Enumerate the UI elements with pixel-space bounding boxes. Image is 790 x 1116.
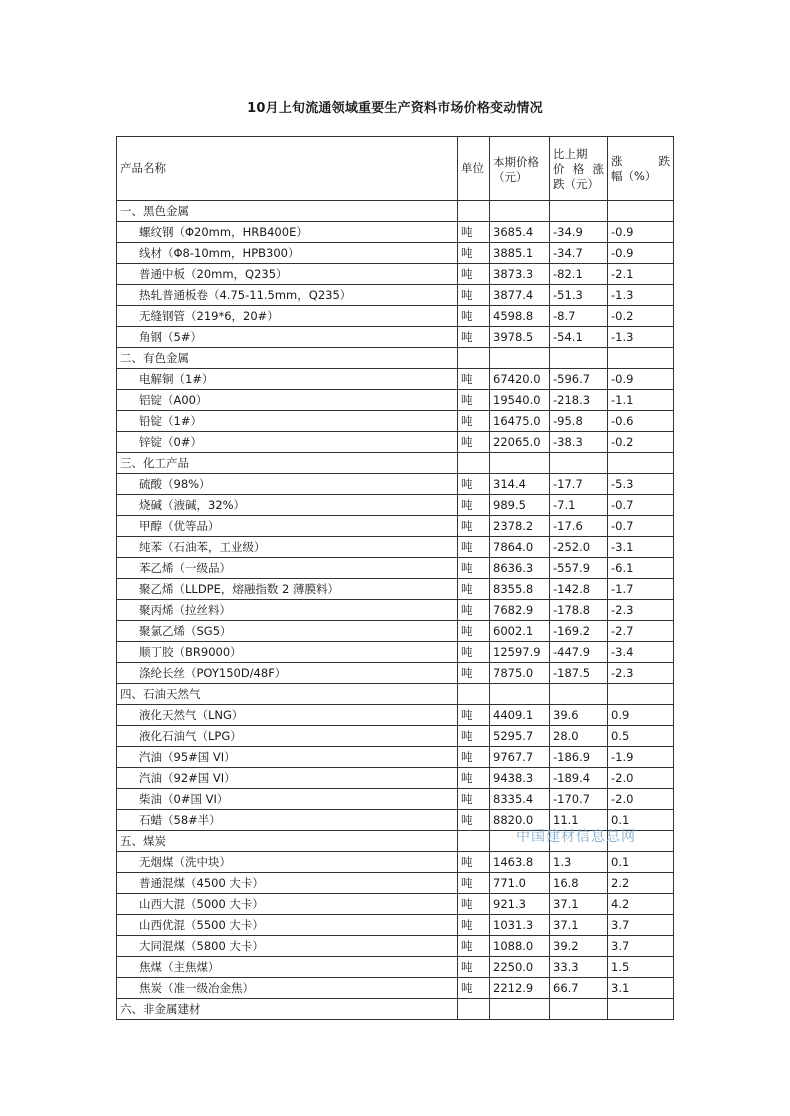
product-price: 771.0 xyxy=(490,873,550,894)
product-change: 11.1 xyxy=(550,810,608,831)
product-pct: 3.1 xyxy=(608,978,674,999)
product-pct: -2.1 xyxy=(608,264,674,285)
category-change-empty xyxy=(550,348,608,369)
category-name: 六、非金属建材 xyxy=(117,999,458,1020)
category-change-empty xyxy=(550,999,608,1020)
product-change: -596.7 xyxy=(550,369,608,390)
product-unit: 吨 xyxy=(458,810,490,831)
product-change: 39.2 xyxy=(550,936,608,957)
category-price-empty xyxy=(490,453,550,474)
product-unit: 吨 xyxy=(458,705,490,726)
product-change: -186.9 xyxy=(550,747,608,768)
header-pct-char-2: 跌 xyxy=(658,153,670,168)
product-unit: 吨 xyxy=(458,516,490,537)
product-price: 921.3 xyxy=(490,894,550,915)
product-name: 热轧普通板卷（4.75-11.5mm，Q235） xyxy=(117,285,458,306)
table-row xyxy=(117,516,674,537)
product-pct: -1.7 xyxy=(608,579,674,600)
product-unit: 吨 xyxy=(458,726,490,747)
product-name: 线材（Φ8-10mm，HPB300） xyxy=(117,243,458,264)
product-change: -34.9 xyxy=(550,222,608,243)
table-row xyxy=(117,873,674,894)
table-row xyxy=(117,558,674,579)
category-name: 五、煤炭 xyxy=(117,831,458,852)
category-unit-empty xyxy=(458,684,490,705)
category-name: 三、化工产品 xyxy=(117,453,458,474)
product-change: -189.4 xyxy=(550,768,608,789)
category-name: 一、黑色金属 xyxy=(117,201,458,222)
product-price: 1031.3 xyxy=(490,915,550,936)
product-price: 2378.2 xyxy=(490,516,550,537)
product-price: 4409.1 xyxy=(490,705,550,726)
product-change: -178.8 xyxy=(550,600,608,621)
product-pct: -3.1 xyxy=(608,537,674,558)
header-change-percent xyxy=(608,137,674,201)
product-price: 8820.0 xyxy=(490,810,550,831)
product-name: 纯苯（石油苯，工业级） xyxy=(117,537,458,558)
product-unit: 吨 xyxy=(458,915,490,936)
header-change-char-3: 涨 xyxy=(592,161,604,176)
product-unit: 吨 xyxy=(458,957,490,978)
product-pct: 0.9 xyxy=(608,705,674,726)
product-change: -557.9 xyxy=(550,558,608,579)
header-change-char-1: 价 xyxy=(553,161,565,176)
product-price: 8355.8 xyxy=(490,579,550,600)
table-row xyxy=(117,495,674,516)
product-unit: 吨 xyxy=(458,411,490,432)
product-unit: 吨 xyxy=(458,306,490,327)
product-change: 33.3 xyxy=(550,957,608,978)
product-pct: -0.2 xyxy=(608,432,674,453)
product-unit: 吨 xyxy=(458,642,490,663)
product-pct: -2.3 xyxy=(608,600,674,621)
product-name: 甲醇（优等品） xyxy=(117,516,458,537)
product-price: 9767.7 xyxy=(490,747,550,768)
table-header-row xyxy=(117,137,674,201)
product-change: -447.9 xyxy=(550,642,608,663)
product-unit: 吨 xyxy=(458,495,490,516)
product-name: 涤纶长丝（POY150D/48F） xyxy=(117,663,458,684)
category-price-empty xyxy=(490,348,550,369)
table-row xyxy=(117,537,674,558)
product-price: 67420.0 xyxy=(490,369,550,390)
product-name: 电解铜（1#） xyxy=(117,369,458,390)
product-pct: -5.3 xyxy=(608,474,674,495)
header-unit: 单位 xyxy=(458,137,490,201)
product-price: 5295.7 xyxy=(490,726,550,747)
product-price: 4598.8 xyxy=(490,306,550,327)
product-price: 1088.0 xyxy=(490,936,550,957)
category-unit-empty xyxy=(458,999,490,1020)
category-name: 二、有色金属 xyxy=(117,348,458,369)
product-unit: 吨 xyxy=(458,537,490,558)
table-row xyxy=(117,705,674,726)
product-name: 山西大混（5000 大卡） xyxy=(117,894,458,915)
product-pct: -0.7 xyxy=(608,495,674,516)
product-change: -252.0 xyxy=(550,537,608,558)
product-unit: 吨 xyxy=(458,600,490,621)
table-row xyxy=(117,432,674,453)
product-price: 7875.0 xyxy=(490,663,550,684)
product-pct: -0.9 xyxy=(608,369,674,390)
category-row xyxy=(117,999,674,1020)
product-price: 3877.4 xyxy=(490,285,550,306)
table-row xyxy=(117,789,674,810)
product-pct: 3.7 xyxy=(608,936,674,957)
product-price: 22065.0 xyxy=(490,432,550,453)
product-price: 16475.0 xyxy=(490,411,550,432)
category-change-empty xyxy=(550,201,608,222)
product-pct: 0.1 xyxy=(608,852,674,873)
product-name: 聚乙烯（LLDPE，熔融指数 2 薄膜料） xyxy=(117,579,458,600)
product-name: 普通混煤（4500 大卡） xyxy=(117,873,458,894)
product-unit: 吨 xyxy=(458,327,490,348)
watermark-text: 中国建材信息总网 xyxy=(516,829,636,845)
category-row xyxy=(117,684,674,705)
product-price: 6002.1 xyxy=(490,621,550,642)
product-change: -38.3 xyxy=(550,432,608,453)
table-row xyxy=(117,978,674,999)
category-change-empty xyxy=(550,453,608,474)
category-row xyxy=(117,348,674,369)
category-price-empty xyxy=(490,684,550,705)
product-name: 铝锭（A00） xyxy=(117,390,458,411)
category-price-empty xyxy=(490,201,550,222)
header-pct-line2: 幅（%） xyxy=(611,168,657,183)
product-unit: 吨 xyxy=(458,579,490,600)
table-row xyxy=(117,327,674,348)
product-price: 3873.3 xyxy=(490,264,550,285)
table-row xyxy=(117,663,674,684)
product-name: 顺丁胶（BR9000） xyxy=(117,642,458,663)
product-name: 苯乙烯（一级品） xyxy=(117,558,458,579)
product-change: 66.7 xyxy=(550,978,608,999)
product-pct: -0.9 xyxy=(608,243,674,264)
header-pct-line1 xyxy=(611,154,670,169)
product-name: 山西优混（5500 大卡） xyxy=(117,915,458,936)
product-unit: 吨 xyxy=(458,747,490,768)
product-name: 烧碱（液碱，32%） xyxy=(117,495,458,516)
header-change-line3: 跌（元） xyxy=(553,176,599,191)
product-unit: 吨 xyxy=(458,243,490,264)
product-name: 锌锭（0#） xyxy=(117,432,458,453)
product-change: -8.7 xyxy=(550,306,608,327)
category-pct-empty xyxy=(608,201,674,222)
category-unit-empty xyxy=(458,453,490,474)
product-unit: 吨 xyxy=(458,894,490,915)
header-pct-char-1: 涨 xyxy=(611,153,623,168)
product-pct: -2.3 xyxy=(608,663,674,684)
product-pct: 0.5 xyxy=(608,726,674,747)
category-unit-empty xyxy=(458,348,490,369)
table-row xyxy=(117,306,674,327)
product-unit: 吨 xyxy=(458,978,490,999)
product-change: -187.5 xyxy=(550,663,608,684)
product-unit: 吨 xyxy=(458,873,490,894)
category-pct-empty xyxy=(608,684,674,705)
product-change: -54.1 xyxy=(550,327,608,348)
product-unit: 吨 xyxy=(458,264,490,285)
product-change: -170.7 xyxy=(550,789,608,810)
header-price-change xyxy=(550,137,608,201)
product-price: 8636.3 xyxy=(490,558,550,579)
product-change: 37.1 xyxy=(550,915,608,936)
product-unit: 吨 xyxy=(458,558,490,579)
price-table xyxy=(116,136,674,1020)
product-price: 2212.9 xyxy=(490,978,550,999)
product-pct: -2.7 xyxy=(608,621,674,642)
header-change-line1: 比上期 xyxy=(553,146,588,161)
product-name: 柴油（0#国 VI） xyxy=(117,789,458,810)
product-change: -17.7 xyxy=(550,474,608,495)
table-row xyxy=(117,621,674,642)
product-price: 7682.9 xyxy=(490,600,550,621)
category-change-empty xyxy=(550,684,608,705)
table-row xyxy=(117,369,674,390)
product-unit: 吨 xyxy=(458,432,490,453)
product-name: 角钢（5#） xyxy=(117,327,458,348)
product-change: 16.8 xyxy=(550,873,608,894)
product-pct: -1.3 xyxy=(608,327,674,348)
product-name: 液化天然气（LNG） xyxy=(117,705,458,726)
product-name: 无烟煤（洗中块） xyxy=(117,852,458,873)
product-change: -218.3 xyxy=(550,390,608,411)
category-unit-empty xyxy=(458,201,490,222)
product-price: 8335.4 xyxy=(490,789,550,810)
product-change: -34.7 xyxy=(550,243,608,264)
product-unit: 吨 xyxy=(458,285,490,306)
product-name: 普通中板（20mm，Q235） xyxy=(117,264,458,285)
category-pct-empty xyxy=(608,999,674,1020)
product-change: -142.8 xyxy=(550,579,608,600)
table-row xyxy=(117,243,674,264)
product-price: 1463.8 xyxy=(490,852,550,873)
product-pct: -0.9 xyxy=(608,222,674,243)
product-pct: -1.3 xyxy=(608,285,674,306)
product-price: 19540.0 xyxy=(490,390,550,411)
category-pct-empty xyxy=(608,348,674,369)
product-pct: 2.2 xyxy=(608,873,674,894)
product-change: 37.1 xyxy=(550,894,608,915)
product-pct: -1.9 xyxy=(608,747,674,768)
table-row xyxy=(117,726,674,747)
product-price: 2250.0 xyxy=(490,957,550,978)
product-name: 石蜡（58#半） xyxy=(117,810,458,831)
product-pct: 1.5 xyxy=(608,957,674,978)
product-unit: 吨 xyxy=(458,768,490,789)
product-change: -82.1 xyxy=(550,264,608,285)
table-row xyxy=(117,285,674,306)
product-name: 聚丙烯（拉丝料） xyxy=(117,600,458,621)
product-pct: 4.2 xyxy=(608,894,674,915)
product-unit: 吨 xyxy=(458,663,490,684)
product-pct: -2.0 xyxy=(608,789,674,810)
product-price: 3685.4 xyxy=(490,222,550,243)
table-row xyxy=(117,747,674,768)
category-name: 四、石油天然气 xyxy=(117,684,458,705)
product-name: 螺纹钢（Φ20mm，HRB400E） xyxy=(117,222,458,243)
product-pct: 0.1 xyxy=(608,810,674,831)
product-pct: -0.7 xyxy=(608,516,674,537)
product-name: 无缝钢管（219*6，20#） xyxy=(117,306,458,327)
product-change: -51.3 xyxy=(550,285,608,306)
product-name: 铅锭（1#） xyxy=(117,411,458,432)
category-price-empty xyxy=(490,999,550,1020)
product-unit: 吨 xyxy=(458,474,490,495)
product-name: 液化石油气（LPG） xyxy=(117,726,458,747)
product-pct: -0.6 xyxy=(608,411,674,432)
header-change-line2 xyxy=(553,162,604,177)
category-row xyxy=(117,453,674,474)
product-change: -169.2 xyxy=(550,621,608,642)
table-row xyxy=(117,957,674,978)
product-change: 1.3 xyxy=(550,852,608,873)
table-row xyxy=(117,936,674,957)
product-change: 39.6 xyxy=(550,705,608,726)
product-name: 焦炭（准一级冶金焦） xyxy=(117,978,458,999)
page-title: 10月上旬流通领域重要生产资料市场价格变动情况 xyxy=(247,101,543,116)
product-price: 989.5 xyxy=(490,495,550,516)
header-price-line1: 本期价格 xyxy=(493,155,539,169)
product-pct: -0.2 xyxy=(608,306,674,327)
product-price: 3978.5 xyxy=(490,327,550,348)
product-unit: 吨 xyxy=(458,852,490,873)
category-row xyxy=(117,201,674,222)
product-unit: 吨 xyxy=(458,390,490,411)
product-pct: -1.1 xyxy=(608,390,674,411)
table-row xyxy=(117,474,674,495)
product-name: 硫酸（98%） xyxy=(117,474,458,495)
table-row xyxy=(117,579,674,600)
product-price: 9438.3 xyxy=(490,768,550,789)
product-change: -7.1 xyxy=(550,495,608,516)
header-current-price xyxy=(490,137,550,201)
product-unit: 吨 xyxy=(458,621,490,642)
product-pct: 3.7 xyxy=(608,915,674,936)
product-pct: -3.4 xyxy=(608,642,674,663)
product-name: 焦煤（主焦煤） xyxy=(117,957,458,978)
product-unit: 吨 xyxy=(458,222,490,243)
product-name: 大同混煤（5800 大卡） xyxy=(117,936,458,957)
product-unit: 吨 xyxy=(458,936,490,957)
table-row xyxy=(117,915,674,936)
product-price: 12597.9 xyxy=(490,642,550,663)
product-name: 汽油（92#国 VI） xyxy=(117,768,458,789)
product-name: 汽油（95#国 VI） xyxy=(117,747,458,768)
header-product-name: 产品名称 xyxy=(117,137,458,201)
product-change: -95.8 xyxy=(550,411,608,432)
product-unit: 吨 xyxy=(458,789,490,810)
category-pct-empty xyxy=(608,453,674,474)
product-pct: -2.0 xyxy=(608,768,674,789)
table-row xyxy=(117,600,674,621)
product-change: 28.0 xyxy=(550,726,608,747)
product-unit: 吨 xyxy=(458,369,490,390)
table-row xyxy=(117,264,674,285)
table-row xyxy=(117,222,674,243)
category-unit-empty xyxy=(458,831,490,852)
table-row xyxy=(117,894,674,915)
table-row xyxy=(117,411,674,432)
table-row xyxy=(117,852,674,873)
product-price: 3885.1 xyxy=(490,243,550,264)
product-pct: -6.1 xyxy=(608,558,674,579)
product-price: 7864.0 xyxy=(490,537,550,558)
product-name: 聚氯乙烯（SG5） xyxy=(117,621,458,642)
header-price-line2: （元） xyxy=(493,170,528,184)
header-change-char-2: 格 xyxy=(572,161,585,176)
table-row xyxy=(117,768,674,789)
product-price: 314.4 xyxy=(490,474,550,495)
table-row xyxy=(117,642,674,663)
product-change: -17.6 xyxy=(550,516,608,537)
table-row xyxy=(117,390,674,411)
